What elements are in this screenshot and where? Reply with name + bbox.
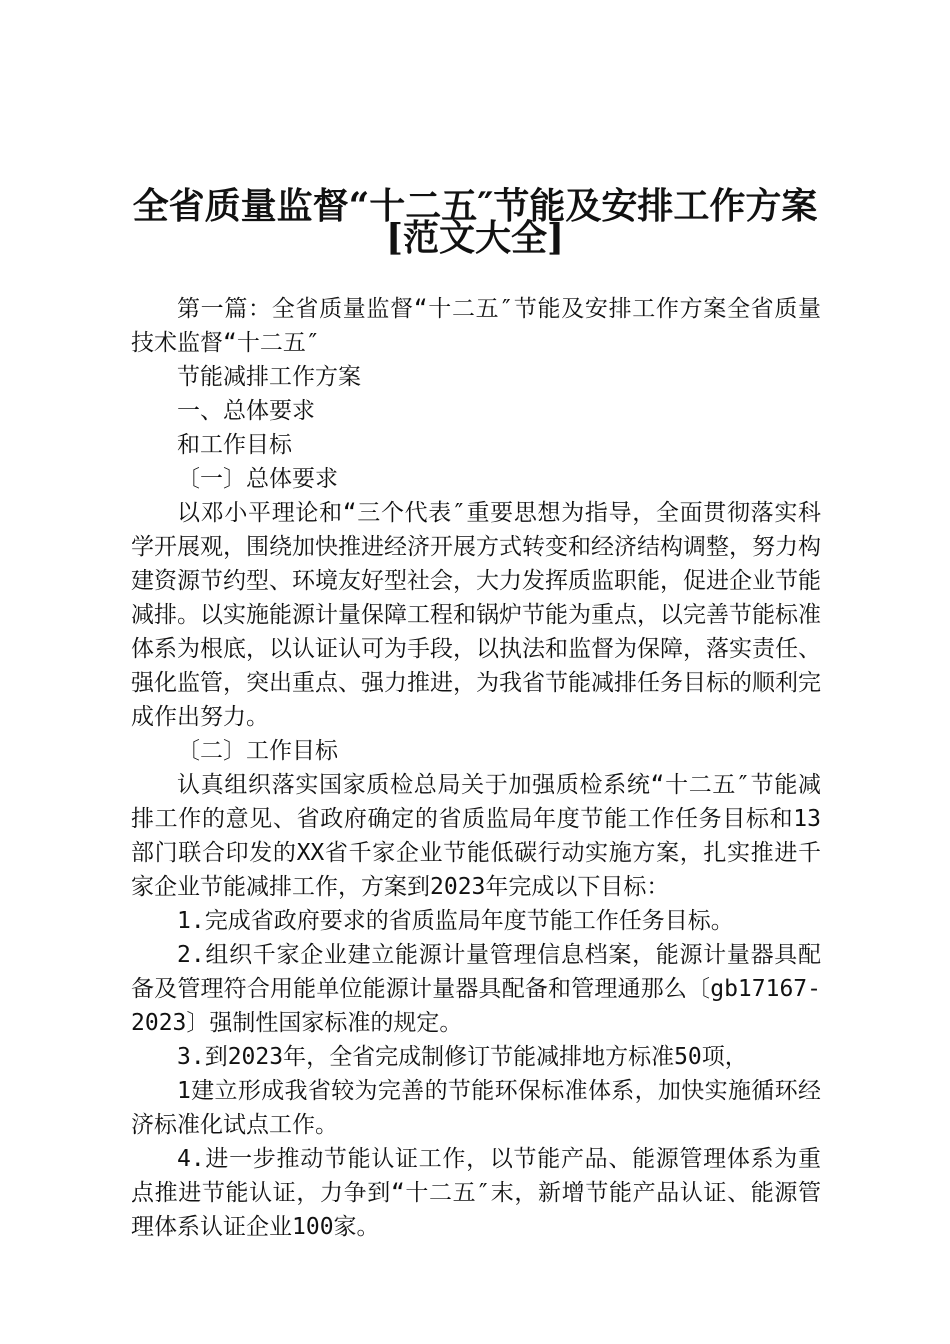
subsection-heading-1: 〔一〕总体要求 (177, 466, 338, 492)
section-heading-work-targets: 和工作目标 (177, 432, 292, 458)
document-body (131, 292, 821, 1244)
paragraph-general-requirements: 以邓小平理论和“三个代表″重要思想为指导，全面贯彻落实科学开展观，围绕加快推进经济开展方式转变和经济结构调整，努力构建资源节约型、环境友好型社会，大力发挥质监职能，促进企业节能减排。以实施能源计量保障工程和锅炉节能为重点，以完善节能标准体系为根底，以认证认可为手段，以执法和监督为保障，落实责任、强化监管，突出重点、强力推进，为我省节能减排任务目标的顺利完成作出努力。 (131, 500, 821, 730)
section-heading-general-requirements: 一、总体要求 (177, 398, 315, 424)
list-item-1: 1.完成省政府要求的省质监局年度节能工作任务目标。 (177, 908, 734, 934)
list-item-4: 4.进一步推动节能认证工作，以节能产品、能源管理体系为重点推进节能认证，力争到“十二五″末，新增节能产品认证、能源管理体系认证企业100家。 (131, 1146, 821, 1240)
list-item-3-continued: 1建立形成我省较为完善的节能环保标准体系，加快实施循环经济标准化试点工作。 (131, 1078, 821, 1138)
list-item-2: 2.组织千家企业建立能源计量管理信息档案，能源计量器具配备及管理符合用能单位能源计量器具配备和管理通那么〔gb17167-2023〕强制性国家标准的规定。 (131, 942, 821, 1036)
paragraph-chapter-heading: 第一篇：全省质量监督“十二五″节能及安排工作方案全省质量技术监督“十二五″ (131, 296, 821, 356)
subsection-heading-2: 〔二〕工作目标 (177, 738, 338, 764)
paragraph-work-targets: 认真组织落实国家质检总局关于加强质检系统“十二五″节能减排工作的意见、省政府确定的省质监局年度节能工作任务目标和13部门联合印发的XX省千家企业节能低碳行动实施方案，扎实推进千家企业节能减排工作，方案到2023年完成以下目标： (131, 772, 821, 900)
document-title-line-2: [范文大全] (385, 217, 565, 259)
list-item-3: 3.到2023年，全省完成制修订节能减排地方标准50项， (177, 1044, 748, 1070)
document-title-line-1: 全省质量监督“十二五″节能及安排工作方案 (132, 185, 818, 227)
paragraph-plan-name: 节能减排工作方案 (177, 364, 361, 390)
